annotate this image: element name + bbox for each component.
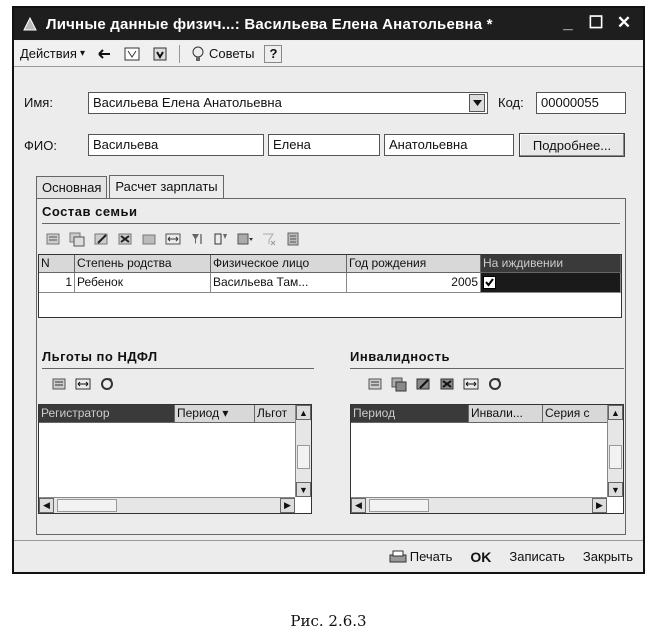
dependent-checkbox[interactable] — [483, 276, 496, 289]
scroll-down-icon[interactable]: ▼ — [608, 482, 623, 497]
scroll-thumb[interactable] — [609, 445, 622, 469]
tab-strip — [36, 174, 226, 198]
back-arrow-icon[interactable] — [95, 45, 113, 63]
fio-label: ФИО: — [24, 138, 57, 153]
sort-asc-icon[interactable] — [188, 230, 206, 248]
middle-name-input[interactable]: Анатольевна — [384, 134, 514, 156]
details-button[interactable]: Подробнее... — [519, 133, 625, 157]
col-birth-year[interactable]: Год рождения — [347, 255, 481, 272]
lightbulb-icon — [190, 46, 206, 62]
tips-button[interactable] — [190, 46, 254, 62]
delete-row-icon[interactable] — [438, 375, 456, 393]
chevron-down-icon: ▾ — [79, 48, 85, 59]
vertical-scrollbar[interactable] — [607, 405, 623, 497]
scroll-up-icon[interactable]: ▲ — [296, 405, 311, 420]
scroll-right-icon[interactable]: ▶ — [592, 498, 607, 513]
disability-title: Инвалидность — [350, 349, 450, 364]
table-row[interactable] — [39, 273, 621, 293]
personal-data-window — [12, 6, 645, 574]
col-period[interactable]: Период ▾ — [175, 405, 255, 422]
app-icon — [22, 16, 38, 32]
disability-toolbar — [366, 375, 504, 393]
last-name-input[interactable]: Васильева — [88, 134, 264, 156]
code-input[interactable]: 00000055 — [536, 92, 626, 114]
help-icon: ? — [269, 46, 278, 61]
edit-row-icon[interactable] — [92, 230, 110, 248]
section-divider — [42, 223, 620, 224]
cell-dependent[interactable] — [481, 273, 621, 292]
bottom-bar — [14, 540, 643, 572]
printer-icon — [389, 550, 407, 564]
tab-main[interactable]: Основная — [36, 176, 107, 198]
maximize-button[interactable]: ☐ — [588, 13, 604, 32]
checkmark-icon — [484, 277, 495, 288]
disability-grid[interactable] — [350, 404, 624, 514]
col-period[interactable]: Период — [351, 405, 469, 422]
print-button[interactable] — [389, 549, 453, 564]
col-series[interactable]: Серия с — [543, 405, 609, 422]
col-dependent[interactable]: На иждивении — [481, 255, 621, 272]
code-label: Код: — [498, 95, 524, 110]
add-row-icon[interactable] — [50, 375, 68, 393]
mark-delete-icon[interactable] — [140, 230, 158, 248]
ok-button[interactable]: OK — [470, 548, 492, 565]
tax-grid-header — [39, 405, 297, 423]
col-registrar[interactable]: Регистратор — [39, 405, 175, 422]
horizontal-scrollbar[interactable] — [351, 497, 607, 513]
move-row-icon[interactable] — [74, 375, 92, 393]
cell-birth-year[interactable]: 2005 — [347, 273, 481, 292]
scroll-down-icon[interactable]: ▼ — [296, 482, 311, 497]
add-row-icon[interactable] — [44, 230, 62, 248]
family-grid-header — [39, 255, 621, 273]
fill-icon[interactable] — [236, 230, 254, 248]
vertical-scrollbar[interactable] — [295, 405, 311, 497]
figure-caption: Рис. 2.6.3 — [290, 612, 367, 630]
copy-row-icon[interactable] — [390, 375, 408, 393]
print-label: Печать — [409, 549, 453, 564]
scroll-up-icon[interactable]: ▲ — [608, 405, 623, 420]
refresh-icon[interactable] — [98, 375, 116, 393]
name-label: Имя: — [24, 95, 53, 110]
actions-label: Действия — [20, 46, 77, 61]
col-disability[interactable]: Инвали... — [469, 405, 543, 422]
copy-row-icon[interactable] — [68, 230, 86, 248]
family-section-title: Состав семьи — [42, 204, 138, 219]
edit-row-icon[interactable] — [414, 375, 432, 393]
col-n[interactable]: N — [39, 255, 75, 272]
title-bar — [14, 8, 643, 40]
scroll-left-icon[interactable]: ◀ — [39, 498, 54, 513]
col-person[interactable]: Физическое лицо — [211, 255, 347, 272]
move-row-icon[interactable] — [164, 230, 182, 248]
actions-menu[interactable] — [20, 46, 85, 61]
section-divider — [42, 368, 314, 369]
settings-icon[interactable] — [284, 230, 302, 248]
disability-grid-header — [351, 405, 609, 423]
tax-benefits-title: Льготы по НДФЛ — [42, 349, 158, 364]
cell-n: 1 — [39, 273, 75, 292]
toolbar-separator — [179, 45, 180, 63]
horizontal-scrollbar[interactable] — [39, 497, 295, 513]
tips-label: Советы — [209, 46, 255, 61]
cell-person[interactable]: Васильева Там... — [211, 273, 347, 292]
add-row-icon[interactable] — [366, 375, 384, 393]
name-dropdown-button[interactable] — [469, 94, 485, 112]
delete-row-icon[interactable] — [116, 230, 134, 248]
scroll-thumb[interactable] — [57, 499, 117, 512]
close-button[interactable]: Закрыть — [582, 549, 633, 564]
scroll-thumb[interactable] — [369, 499, 429, 512]
goto-icon[interactable] — [151, 45, 169, 63]
help-button[interactable] — [264, 45, 282, 63]
tax-benefits-grid[interactable] — [38, 404, 312, 514]
chevron-down-icon — [473, 100, 482, 106]
tab-payroll[interactable]: Расчет зарплаты — [109, 175, 223, 199]
close-window-button[interactable]: ✕ — [616, 13, 632, 32]
col-benefit[interactable]: Льгот — [255, 405, 297, 422]
command-bar — [14, 41, 643, 67]
filter-icon[interactable] — [123, 45, 141, 63]
scroll-left-icon[interactable]: ◀ — [351, 498, 366, 513]
col-relation[interactable]: Степень родства — [75, 255, 211, 272]
first-name-input[interactable]: Елена — [268, 134, 380, 156]
tax-toolbar — [50, 375, 116, 393]
clear-filter-icon[interactable] — [260, 230, 278, 248]
col-period-label: Период — [177, 406, 220, 420]
minimize-button[interactable]: _ — [563, 13, 573, 32]
scroll-right-icon[interactable]: ▶ — [280, 498, 295, 513]
scroll-thumb[interactable] — [297, 445, 310, 469]
move-row-icon[interactable] — [462, 375, 480, 393]
cell-relation[interactable]: Ребенок — [75, 273, 211, 292]
save-button[interactable]: Записать — [509, 549, 565, 564]
family-toolbar — [44, 230, 302, 248]
family-grid[interactable] — [38, 254, 622, 318]
section-divider — [350, 368, 624, 369]
window-title: Личные данные физич...: Васильева Елена Анатольевна * — [46, 15, 493, 33]
refresh-icon[interactable] — [486, 375, 504, 393]
sort-desc-icon[interactable] — [212, 230, 230, 248]
name-input[interactable]: Васильева Елена Анатольевна — [88, 92, 488, 114]
